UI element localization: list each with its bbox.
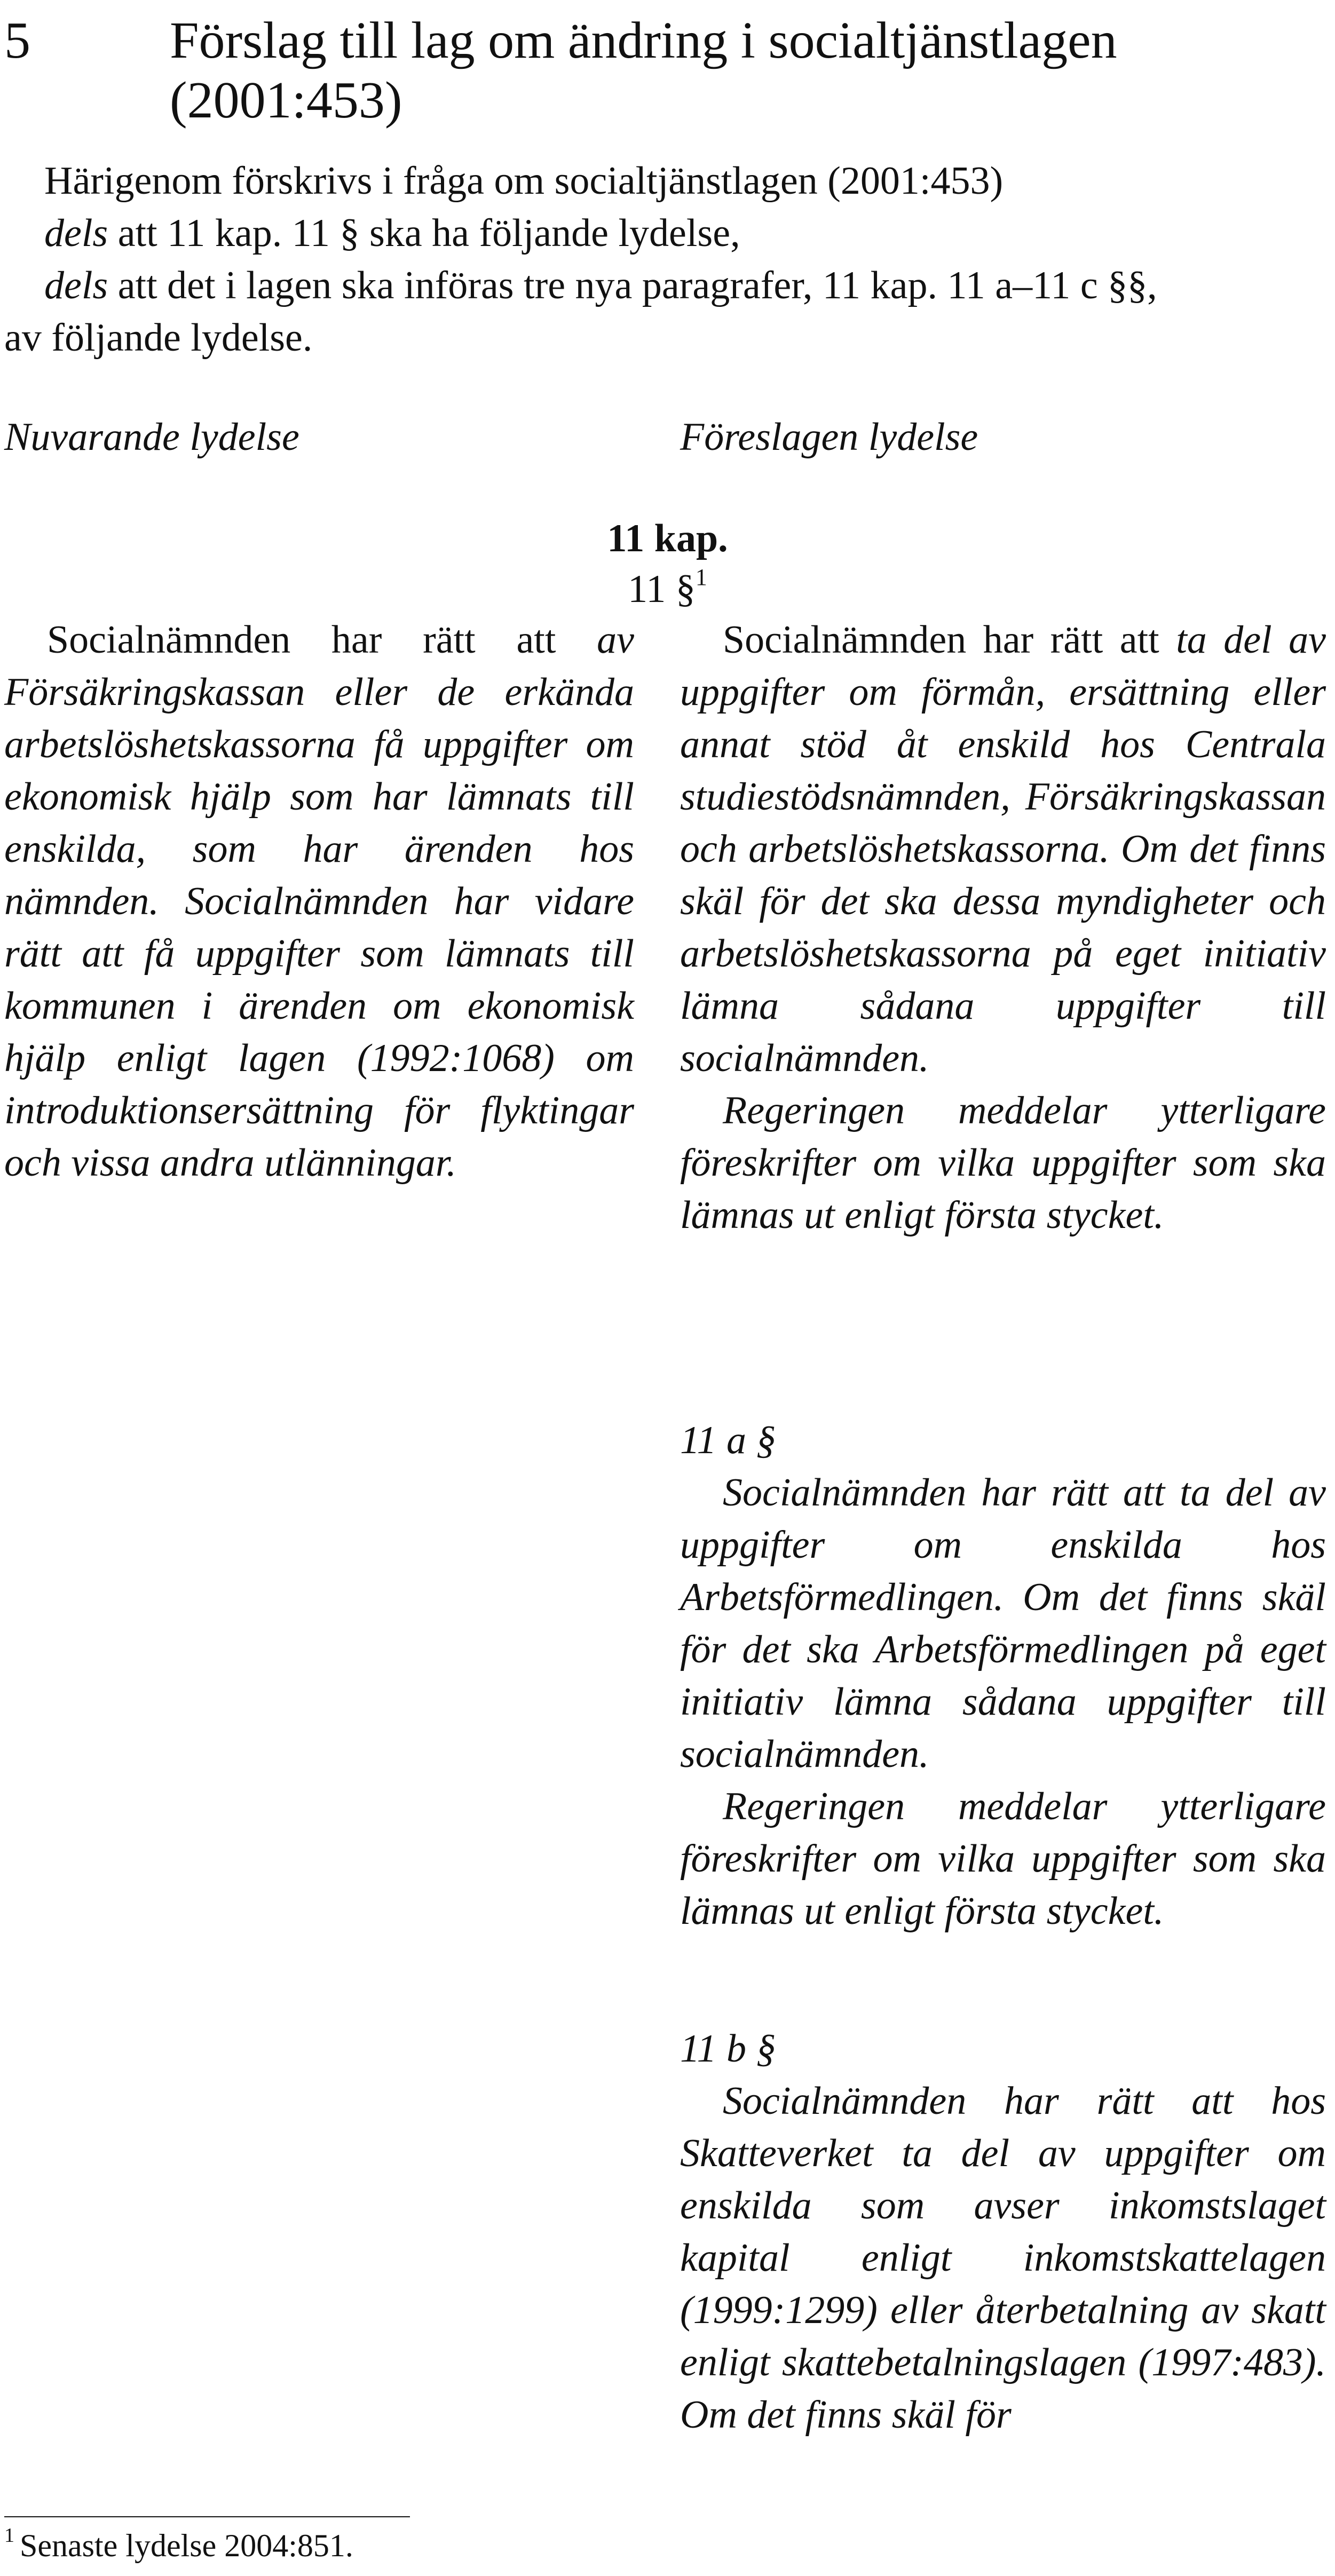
document-title	[170, 11, 1317, 130]
section-number: 5	[4, 12, 30, 69]
intro-last-line: av följande lydelse.	[4, 316, 313, 360]
section-11b-text	[680, 2075, 1326, 2441]
section-11b-label: 11 b §	[680, 2027, 776, 2071]
dels-word: dels	[44, 211, 108, 255]
current-text-italic: av Försäkringskassan eller de erkända arbetslöshetskassorna få uppgifter om ekonomisk hjälp som har lämnats till enskilda, som har ärenden hos nämnden. Socialnämnden har vidare rätt att få uppgifter som lämnats till kommunen i ärenden om ekonomisk hjälp enligt lagen (1992:1068) om introduktionsersättning för flyktingar och vissa andra utlänningar.	[4, 618, 634, 1185]
section-11a-text	[680, 1467, 1326, 1937]
footnote-text: Senaste lydelse 2004:851.	[20, 2528, 353, 2563]
proposed-11-p1	[680, 614, 1326, 1084]
section-11b-p1: Socialnämnden har rätt att hos Skatteverket ta del av uppgifter om enskilda som avser inkomstslaget kapital enligt inkomstskattelagen (1999:1299) eller återbetalning av skatt enligt skattebetalningslagen (1997:483). Om det finns skäl för	[680, 2079, 1326, 2437]
proposed-11-normal: Socialnämnden har rätt att	[723, 618, 1176, 662]
section-11a-label: 11 a §	[680, 1418, 776, 1462]
column-header-proposed: Föreslagen lydelse	[680, 415, 978, 459]
footnote-rule	[4, 2516, 410, 2517]
proposed-11-italic: ta del av uppgifter om förmån, ersättning eller annat stöd åt enskild hos Centrala studiestödsnämnden, Försäkringskassan och arbetslöshetskassorna. Om det finns skäl för det ska dessa myndigheter och arbetslöshetskassorna på eget initiativ lämna sådana uppgifter till socialnämnden.	[680, 618, 1326, 1080]
intro-dels-2	[4, 259, 1323, 312]
title-line-2: (2001:453)	[170, 72, 402, 129]
title-line-1: Förslag till lag om ändring i socialtjänstlagen	[170, 12, 1117, 69]
section-11a-p1: Socialnämnden har rätt att ta del av uppgifter om enskilda hos Arbetsförmedlingen. Om det finns skäl för det ska Arbetsförmedlingen på eget initiativ lämna sådana uppgifter till socialnämnden.	[680, 1471, 1326, 1776]
intro-block	[4, 155, 1323, 364]
footnote-ref: 1	[695, 564, 707, 591]
paragraph-label	[0, 563, 1335, 615]
section-11a-p2: Regeringen meddelar ytterligare föreskrifter om vilka uppgifter som ska lämnas ut enligt första stycket.	[680, 1785, 1326, 1933]
intro-dels-1	[4, 207, 1323, 259]
footnote-number: 1	[4, 2524, 14, 2547]
footnote	[4, 2524, 353, 2567]
chapter-title: 11 kap.	[607, 517, 728, 560]
dels-1-text: att 11 kap. 11 § ska ha följande lydelse,	[108, 211, 740, 255]
proposed-11	[680, 614, 1326, 1241]
intro-line-1: Härigenom förskrivs i fråga om socialtjänstlagen (2001:453)	[44, 159, 1004, 203]
column-header-current: Nuvarande lydelse	[4, 415, 299, 459]
dels-word: dels	[44, 264, 108, 307]
current-text-normal: Socialnämnden har rätt att	[47, 618, 597, 662]
current-text	[4, 614, 634, 1189]
paragraph-number: 11 §	[628, 567, 696, 611]
proposed-11-p2: Regeringen meddelar ytterligare föreskrifter om vilka uppgifter som ska lämnas ut enligt första stycket.	[680, 1089, 1326, 1237]
dels-2-text: att det i lagen ska införas tre nya paragrafer, 11 kap. 11 a–11 c §§,	[108, 264, 1157, 307]
